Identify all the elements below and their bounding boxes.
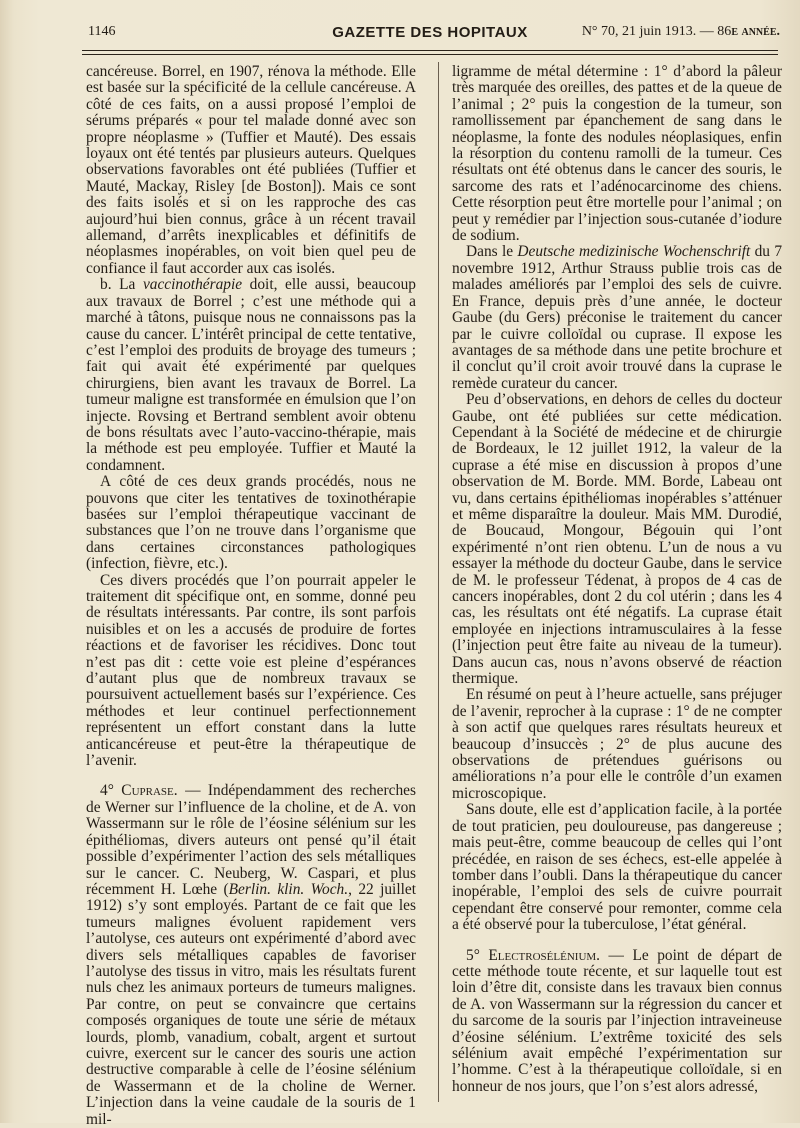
right-paragraph-3: Peu d’observations, en dehors de celles du docteur Gaube, ont été publiées sur cette médication. Cependant à la Société de médecine et de chirurgie de Bordeaux, le 12 juillet 1912, la valeur de la cuprase a été mise en discussion à propos d’une observation de M. Borde. MM. Borde, Labeau ont vu, dans certains épithéliomas inopérables s’atténuer et même disparaître la douleur. Mais MM. Durodié, de Boucaud, Mongour, Bégouin qui l’ont expérimenté n’ont rien obtenu. L’un de nous a vu essayer la méthode du docteur Gaube, dans le service de M. le professeur Tédenat, à propos de 4 cas de cancers inopérables, dont 2 du col utérin ; dans les 4 cas, les résultats ont été négatifs. La cuprase était employée en injections intramusculaires à la fesse (l’injection peut être faite au niveau de la tumeur). Dans aucun cas, nous n’avons observé de réaction thermique. (452, 391, 782, 688)
paragraph-lead: Dans le (466, 243, 518, 261)
left-paragraph-2 (86, 277, 416, 474)
left-column (86, 64, 416, 1128)
issue-date: N° 70, 21 juin 1913. — 86 (581, 24, 732, 39)
right-column (452, 64, 782, 1095)
right-paragraph-1: ligramme de métal détermine : 1° d’abord la pâleur très marquée des oreilles, des pattes et de la queue de l’animal ; 2° puis la congestion de la tumeur, son ramollissement par épanchement de sang dans le néoplasme, la fonte des nodules néoplasiques, enfin la résorption du contenu ramolli de la tumeur. Ces résultats ont été obtenus dans le cancer des souris, le sarcome des rats et l’adénocarcinome des chiens. Cette résorption peut être mortelle pour l’animal ; on peut y remédier par l’injection sous-cutanée d’iodure de sodium. (452, 63, 782, 245)
section-cuprase (86, 783, 416, 1128)
section-body: — Le point de départ de cette méthode toute récente, et sur laquelle tout est loin d’être dit, consiste dans les travaux bien connus de A. von Wassermann sur la régression du cancer et du sarcome de la souris par l’injection intraveineuse d’éosine sélénium. L’extrême toxicité des sels sélénium avait empêché l’expérimentation sur l’homme. C’est à la thérapeutique colloïdale, si en honneur de nos jours, que l’on s’est alors adressé, (452, 946, 782, 1095)
paragraph-body: du 7 novembre 1912, Arthur Strauss publie trois cas de malades améliorés par l’emploi des sels de cuivre. En France, depuis près d’une année, le docteur Gaube (du Gers) préconise le traitement du cancer par le cuivre colloïdal ou cuprase. Il expose les avantages de sa méthode dans une petite brochure et il conclut qu’il croit avoir trouvé dans la cuprase le remède curateur du cancer. (452, 243, 783, 392)
paragraph-lead: b. La (100, 276, 143, 294)
left-paragraph-3: A côté de ces deux grands procédés, nous ne pouvons que citer les tentatives de toxinothérapie basées sur l’emploi thérapeutique vaccinant de substances que l’on ne trouve dans l’organisme que dans certaines circonstances pathologiques (infection, fièvre, etc.). (86, 473, 416, 573)
section-body-b: , 22 juillet 1912) s’y sont employés. Partant de ce fait que les tumeurs malignes évoluent rapidement vers l’autolyse, ces auteurs ont expérimenté d’abord avec divers sels métalliques capables de favoriser l’autolyse des tissus in vitro, mais les résultats furent nuls chez les animaux porteurs de tumeurs malignes. Par contre, on peut se convaincre que certains composés organiques de toute une série de métaux lourds, plomb, vanadium, cobalt, argent et surtout cuivre, exercent sur le cancer des souris une action destructive comparable à celle de l’éosine sélénium de Wassermann et de la choline de Werner. L’injection dans la veine caudale de la souris de 1 mil- (86, 880, 416, 1128)
page-number: 1146 (88, 24, 116, 39)
issue-year-suffix: e année. (731, 24, 780, 39)
paragraph-body: doit, elle aussi, beaucoup aux travaux de Borrel ; c’est une méthode qui a marché à tâtons, puisque nous ne connaissons pas la cause du cancer. L’intérêt principal de cette tentative, c’est l’emploi des produits de broyage des tumeurs ; fait qui avait été expérimenté par quelques chirurgiens, bien avant les travaux de Borrel. La tumeur maligne est transformée en émulsion que l’on injecte. Rovsing et Bertrand semblent avoir obtenu de bons résultats avec l’auto-vaccino-thérapie, mais la méthode est peu employée. Tuffier et Mauté la condamnent. (86, 276, 416, 474)
header-rule-top (82, 50, 778, 51)
section-heading-cuprase: 4° Cuprase. (100, 782, 178, 800)
page-header (80, 22, 780, 48)
header-rule-bottom (82, 54, 778, 55)
section-heading-electroselenium: 5° Electrosélénium. (466, 946, 601, 964)
journal-title: GAZETTE DES HOPITAUX (332, 24, 528, 41)
section-electroselenium (452, 948, 782, 1096)
right-paragraph-5: Sans doute, elle est d’application facile, à la portée de tout praticien, peu douloureuse, pas dangereuse ; mais peut-être, comme beaucoup de celles qui l’ont précédée, en raison de ses échecs, est-elle appelée à tomber dans l’oubli. Dans la thérapeutique du cancer inopérable, l’emploi des sels de cuivre pourrait cependant être conservé pour remonter, comme cela a été observé pour la tuberculose, l’état général. (452, 801, 782, 934)
section-body-a: — Indépendamment des recherches de Werner sur l’influence de la choline, et de A. von Wassermann sur le rôle de l’éosine sélénium sur les épithéliomas, divers auteurs ont pensé qu’il était possible d’expérimenter l’action des sels métalliques sur le cancer. C. Neuberg, W. Caspari, et plus récemment H. Lœhe ( (86, 782, 416, 898)
term-vaccinotherapie: vaccinothérapie (142, 276, 243, 294)
citation-deutsche-med-wochenschrift: Deutsche medizinische Wochenschrift (517, 243, 751, 261)
right-paragraph-2 (452, 244, 782, 392)
column-divider (438, 62, 439, 1102)
citation-berlin-klin-woch: Berlin. klin. Woch. (228, 880, 349, 898)
issue-info (582, 24, 780, 40)
right-paragraph-4: En résumé on peut à l’heure actuelle, sans préjuger de l’avenir, reprocher à la cuprase : 1° de ne compter à son actif que quelques rares résultats heureux et beaucoup d’insuccès ; 2° de plus aucune des observations de prétendues guérisons ou améliorations n’a pour elle le contrôle d’un examen microscopique. (452, 686, 782, 802)
left-paragraph-4: Ces divers procédés que l’on pourrait appeler le traitement dit spécifique ont, en somme, donné peu de résultats intéressants. Par contre, ils sont parfois nuisibles et on les a accusés de produire de fortes réactions et de favoriser les récidives. Donc tout n’est pas dit : cette voie est pleine d’espérances d’autant plus que de nombreux travaux se poursuivent actuellement basés sur l’expérience. Ces méthodes et leur continuel perfectionnement représentent un effort constant dans la lutte anticancéreuse et peut-être la thérapeutique de l’avenir. (86, 571, 416, 770)
left-paragraph-1: cancéreuse. Borrel, en 1907, rénova la méthode. Elle est basée sur la spécificité de la cellule cancéreuse. A côté de ces faits, on a aussi proposé l’emploi de sérums préparés « pour tel malade donné avec son propre néoplasme » (Tuffier et Mauté). Des essais loyaux ont été tentés par plusieurs auteurs. Quelques observations favorables ont été publiées (Tuffier et Mauté, Mackay, Risley [de Boston]). Mais ce sont des faits isolés et si on les rapproche des cas aujourd’hui bien connus, grâce à un récent travail allemand, d’arrêts inexplicables et définitifs de néoplasmes inopérables, on voit bien quel peu de confiance il faut accorder aux cas isolés. (86, 63, 416, 277)
